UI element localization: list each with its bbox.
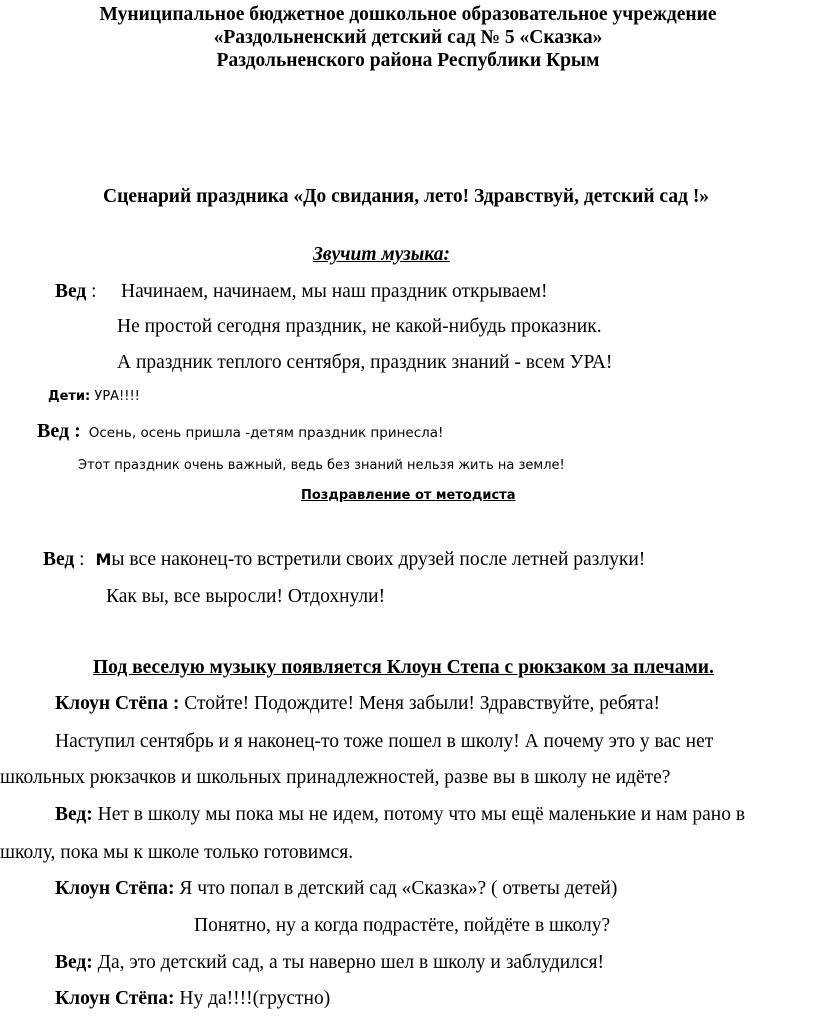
speaker-separator: : (168, 693, 185, 714)
speaker-label: Вед: (55, 952, 93, 973)
block3-text-2: Как вы, все выросли! Отдохнули! (106, 586, 386, 607)
drop-letter: М (95, 550, 112, 569)
block1-text-2: Не простой сегодня праздник, не какой-нибудь проказник. (117, 316, 602, 337)
speaker-separator: : (74, 549, 85, 570)
speaker-label: Клоун Стёпа (55, 878, 168, 899)
header-line-1: Муниципальное бюджетное дошкольное образовательное учреждение (99, 4, 717, 25)
dialogue-text: Ну да!!!!(грустно) (174, 988, 331, 1009)
speaker-separator: : (168, 878, 175, 899)
dialogue-line-9 (55, 988, 330, 1010)
dialogue-line-8 (55, 952, 604, 974)
children-text: УРА!!!! (94, 389, 140, 404)
dialogue-line-5: школу, пока мы к школе только готовимся. (0, 842, 354, 863)
dialogue-line-3: школьных рюкзачков и школьных принадлежностей, разве вы в школу не идёте? (0, 767, 671, 788)
header-line-2: «Раздольненский детский сад № 5 «Сказка» (213, 27, 603, 48)
block1-line-1 (55, 281, 97, 303)
dialogue-text: Стойте! Подождите! Меня забыли! Здравствуйте, ребята! (184, 693, 661, 714)
dialogue-text: Нет в школу мы пока мы не идем, потому что мы ещё маленькие и нам рано в (92, 804, 746, 825)
block1-text-1: Начинаем, начинаем, мы наш праздник открываем! (121, 281, 548, 302)
block2-line-1 (37, 420, 443, 443)
dialogue-line-1 (55, 693, 660, 715)
speaker-separator: : (168, 988, 175, 1009)
block3-line-1 (43, 549, 645, 571)
speaker-separator: : (86, 281, 97, 302)
dialogue-line-4 (55, 804, 745, 826)
block3-text-1: ы все наконец-то встретили своих друзей после летней разлуки! (111, 549, 646, 570)
congrats-heading: Поздравление от методиста (301, 488, 516, 503)
block1-text-3: А праздник теплого сентября, праздник знаний - всем УРА! (117, 352, 613, 373)
dialogue-line-2: Наступил сентябрь и я наконец-то тоже пошел в школу! А почему это у вас нет (55, 731, 714, 752)
block2-text-2: Этот праздник очень важный, ведь без знаний нельзя жить на земле! (78, 458, 565, 473)
speaker-label: Клоун Стёпа (55, 693, 168, 714)
speaker-label: Вед : (37, 420, 81, 442)
speaker-label: Вед: (55, 804, 93, 825)
dialogue-text: Да, это детский сад, а ты наверно шел в школу и заблудился! (92, 952, 604, 973)
dialogue-text: Я что попал в детский сад «Сказка»? ( ответы детей) (174, 878, 618, 899)
document-title: Сценарий праздника «До свидания, лето! Здравствуй, детский сад !» (103, 186, 710, 207)
block2-text-1: Осень, осень пришла -детям праздник принесла! (88, 425, 444, 441)
speaker-label: Клоун Стёпа (55, 988, 168, 1009)
header-line-3: Раздольненского района Республики Крым (216, 50, 600, 71)
children-line (48, 390, 140, 405)
dialogue-line-7: Понятно, ну а когда подрастёте, пойдёте в школу? (194, 915, 611, 936)
speaker-label: Вед (55, 281, 87, 302)
speaker-label: Дети: (48, 389, 91, 404)
stage-direction: Под веселую музыку появляется Клоун Степа с рюкзаком за плечами. (93, 657, 714, 678)
dialogue-line-6 (55, 878, 617, 900)
music-heading: Звучит музыка: (313, 244, 450, 265)
speaker-label: Вед (43, 549, 75, 570)
